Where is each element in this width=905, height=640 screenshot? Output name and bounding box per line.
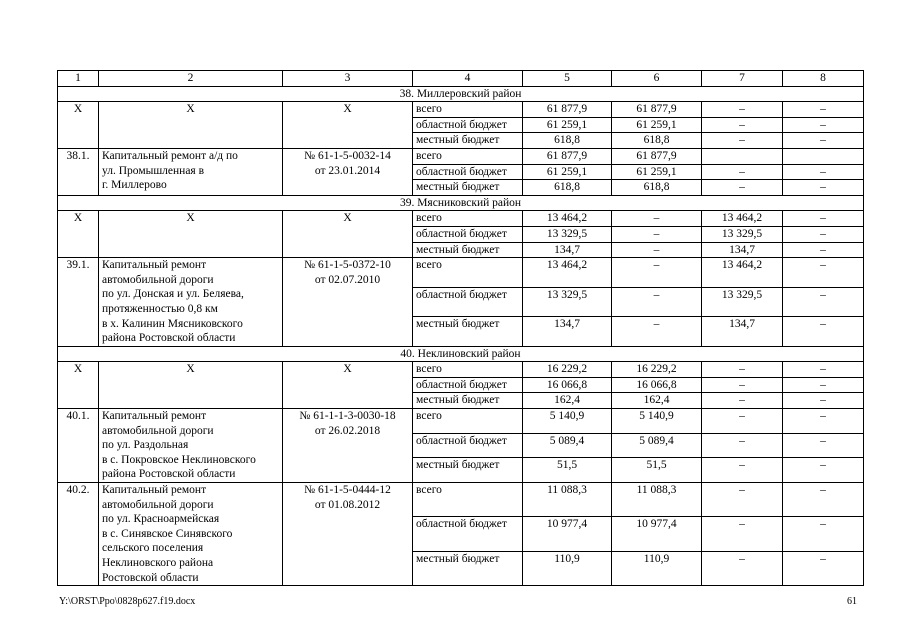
item-name [99,483,283,586]
amount-cell: 61 877,9 [612,102,702,118]
cell-line: автомобильной дороги [102,273,214,286]
amount-cell: – [702,133,783,149]
amount-cell: 16 066,8 [612,377,702,393]
cell-line: ул. Промышленная в [102,164,205,177]
item-number: 38.1. [58,148,99,195]
cell-line: в с. Синявское Синявского [102,527,233,540]
cell-line: от 02.07.2010 [314,273,381,286]
amount-cell: – [783,133,864,149]
amount-cell: – [612,242,702,258]
amount-cell: – [783,287,864,317]
cell-line: по ул. Красноармейская [102,513,220,526]
amount-cell: – [612,211,702,227]
amount-cell [783,148,864,164]
amount-cell: – [702,458,783,483]
cell-line: г. Миллерово [102,179,167,192]
amount-cell: 61 877,9 [612,148,702,164]
cell-line: от 23.01.2014 [314,164,381,177]
cell-line: X [343,363,352,376]
amount-cell: – [702,393,783,409]
amount-cell: 13 464,2 [523,258,612,288]
amount-cell: – [702,362,783,378]
item-document [283,148,413,195]
amount-cell: – [783,377,864,393]
amount-cell: 10 977,4 [612,517,702,551]
header-cell: 5 [523,71,612,87]
item-number: X [58,362,99,409]
budget-type: всего [413,148,523,164]
amount-cell: 618,8 [612,180,702,196]
cell-line: X [343,212,352,225]
item-name [99,362,283,409]
amount-cell [702,148,783,164]
item-name [99,102,283,149]
amount-cell: 618,8 [612,133,702,149]
amount-cell: 5 140,9 [612,409,702,434]
cell-line: № 61-1-5-0444-12 [304,484,391,497]
amount-cell: 13 464,2 [702,258,783,288]
item-name [99,211,283,258]
budget-type: местный бюджет [413,133,523,149]
amount-cell: 51,5 [612,458,702,483]
budget-type: областной бюджет [413,226,523,242]
budget-type: всего [413,102,523,118]
amount-cell: 61 259,1 [523,117,612,133]
cell-line: Капитальный ремонт а/д по [102,149,238,162]
cell-line: по ул. Раздольная [102,439,189,452]
budget-type: областной бюджет [413,517,523,551]
amount-cell: 10 977,4 [523,517,612,551]
cell-line: Неклиновского района [102,557,214,569]
amount-cell: – [612,258,702,288]
amount-cell: 13 464,2 [523,211,612,227]
cell-line: X [186,363,195,376]
amount-cell: – [612,226,702,242]
cell-line: района Ростовской области [102,332,236,345]
header-cell: 2 [99,71,283,87]
amount-cell: – [702,483,783,517]
amount-cell: – [612,287,702,317]
cell-line: от 01.08.2012 [314,498,381,511]
amount-cell: – [783,362,864,378]
table-row [58,409,864,434]
item-document [283,211,413,258]
budget-type: всего [413,409,523,434]
budget-type: областной бюджет [413,287,523,317]
budget-type: местный бюджет [413,242,523,258]
budget-type: областной бюджет [413,164,523,180]
amount-cell: 5 089,4 [612,433,702,458]
cell-line: в с. Покровское Неклиновского [102,453,256,466]
amount-cell: 61 259,1 [612,117,702,133]
section-title-row [58,86,864,102]
cell-line: Капитальный ремонт [102,410,207,423]
amount-cell: – [783,102,864,118]
amount-cell: 162,4 [523,393,612,409]
amount-cell: 134,7 [523,242,612,258]
item-document [283,102,413,149]
section-title-row [58,346,864,362]
amount-cell: 13 329,5 [702,287,783,317]
amount-cell: – [783,433,864,458]
amount-cell: – [783,258,864,288]
cell-line: X [186,103,195,116]
cell-line: протяженностью 0,8 км [102,302,218,315]
amount-cell: – [783,211,864,227]
amount-cell: 11 088,3 [612,483,702,517]
amount-cell: 61 259,1 [612,164,702,180]
amount-cell: 110,9 [523,551,612,585]
budget-table [57,70,864,586]
amount-cell: – [783,117,864,133]
item-document [283,409,413,483]
amount-cell: 16 229,2 [612,362,702,378]
budget-type: всего [413,258,523,288]
budget-type: местный бюджет [413,393,523,409]
header-cell: 4 [413,71,523,87]
item-name [99,148,283,195]
budget-type: областной бюджет [413,377,523,393]
section-title-row [58,195,864,211]
amount-cell: 61 877,9 [523,148,612,164]
table-row [58,258,864,288]
amount-cell: – [783,458,864,483]
item-document [283,362,413,409]
cell-line: района Ростовской области [102,468,236,481]
header-cell: 8 [783,71,864,87]
section-title: 39. Мясниковский район [58,195,864,211]
amount-cell: 13 329,5 [523,226,612,242]
cell-line: Капитальный ремонт [102,259,207,272]
amount-cell: 618,8 [523,133,612,149]
header-cell: 6 [612,71,702,87]
amount-cell: – [783,242,864,258]
table-header-row [58,71,864,87]
amount-cell: 13 329,5 [523,287,612,317]
cell-line: по ул. Донская и ул. Беляева, [102,288,244,301]
item-number: 40.1. [58,409,99,483]
amount-cell: 51,5 [523,458,612,483]
amount-cell: 5 140,9 [523,409,612,434]
cell-line: № 61-1-5-0032-14 [304,149,391,162]
item-document [283,483,413,586]
amount-cell: 110,9 [612,551,702,585]
section-title: 40. Неклиновский район [58,346,864,362]
budget-type: областной бюджет [413,433,523,458]
amount-cell: 13 464,2 [702,211,783,227]
amount-cell: 16 229,2 [523,362,612,378]
item-name [99,409,283,483]
amount-cell: – [783,483,864,517]
amount-cell: – [702,102,783,118]
amount-cell: – [783,409,864,434]
budget-type: всего [413,362,523,378]
amount-cell: – [783,393,864,409]
amount-cell: 5 089,4 [523,433,612,458]
cell-line: Ростовской области [102,571,199,584]
cell-line: автомобильной дороги [102,498,214,511]
amount-cell: – [783,180,864,196]
budget-type: всего [413,211,523,227]
item-document [283,258,413,347]
item-number: X [58,102,99,149]
budget-type: местный бюджет [413,551,523,585]
item-number: 39.1. [58,258,99,347]
amount-cell: – [783,551,864,585]
cell-line: Капитальный ремонт [102,484,207,497]
footer-file-path: Y:\ORST\Ppo\0828p627.f19.docx [59,596,196,607]
amount-cell: – [702,180,783,196]
amount-cell: – [702,551,783,585]
budget-type: местный бюджет [413,180,523,196]
cell-line: X [343,103,352,116]
table-row [58,483,864,517]
amount-cell: – [702,117,783,133]
header-cell: 7 [702,71,783,87]
budget-type: местный бюджет [413,458,523,483]
item-number: X [58,211,99,258]
amount-cell: – [783,226,864,242]
cell-line: X [186,212,195,225]
amount-cell: 16 066,8 [523,377,612,393]
budget-type: всего [413,483,523,517]
amount-cell: 134,7 [523,317,612,347]
table-row [58,211,864,227]
header-cell: 3 [283,71,413,87]
cell-line: № 61-1-5-0372-10 [304,259,391,272]
amount-cell: 11 088,3 [523,483,612,517]
table-row [58,362,864,378]
item-name [99,258,283,347]
budget-type: областной бюджет [413,117,523,133]
cell-line: автомобильной дороги [102,424,214,437]
section-title: 38. Миллеровский район [58,86,864,102]
amount-cell: – [783,164,864,180]
table-row [58,102,864,118]
amount-cell: 134,7 [702,242,783,258]
amount-cell: 61 259,1 [523,164,612,180]
cell-line: от 26.02.2018 [314,424,381,437]
amount-cell: 162,4 [612,393,702,409]
amount-cell: – [702,377,783,393]
amount-cell: – [702,517,783,551]
header-cell: 1 [58,71,99,87]
amount-cell: – [783,517,864,551]
cell-line: № 61-1-1-3-0030-18 [299,410,396,423]
amount-cell: 134,7 [702,317,783,347]
cell-line: сельского поселения [102,542,204,555]
footer-page-number: 61 [847,596,857,607]
amount-cell: 61 877,9 [523,102,612,118]
amount-cell: 618,8 [523,180,612,196]
amount-cell: – [702,433,783,458]
table-row [58,148,864,164]
amount-cell: – [702,164,783,180]
amount-cell: – [783,317,864,347]
amount-cell: – [612,317,702,347]
cell-line: в х. Калинин Мясниковского [102,317,243,330]
item-number: 40.2. [58,483,99,586]
amount-cell: 13 329,5 [702,226,783,242]
budget-type: местный бюджет [413,317,523,347]
amount-cell: – [702,409,783,434]
